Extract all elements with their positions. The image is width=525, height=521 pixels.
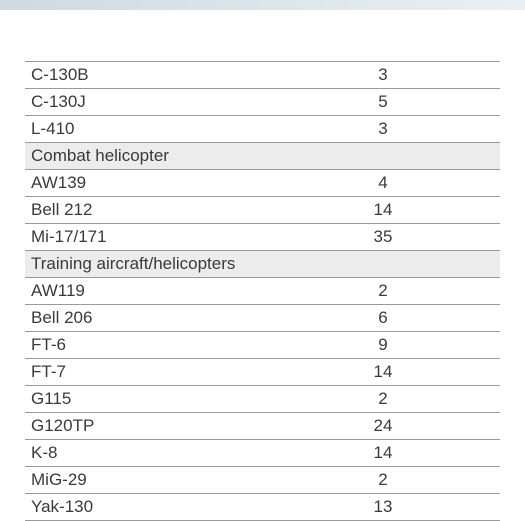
table-row	[25, 89, 500, 116]
section-header-row	[25, 251, 500, 278]
section-title: Combat helicopter	[31, 146, 169, 165]
table-row	[25, 413, 500, 440]
table-row	[25, 332, 500, 359]
row-name: Bell 212	[31, 200, 93, 219]
table-row	[25, 494, 500, 521]
row-name: G115	[31, 389, 72, 408]
row-value: 14	[373, 443, 393, 462]
row-name: K-8	[31, 443, 58, 462]
section-header-row	[25, 143, 500, 170]
table-row	[25, 467, 500, 494]
row-value: 5	[378, 92, 388, 111]
row-name: G120TP	[31, 416, 95, 435]
row-value: 4	[378, 173, 388, 192]
row-name: C-130J	[31, 92, 86, 111]
row-name: Mi-17/171	[31, 227, 107, 246]
row-name: C-130B	[31, 65, 89, 84]
row-value: 2	[378, 389, 388, 408]
table-row	[25, 62, 500, 89]
table-row	[25, 440, 500, 467]
table-row	[25, 305, 500, 332]
header-banner	[0, 0, 525, 10]
row-value: 35	[373, 227, 393, 246]
row-value: 9	[378, 335, 388, 354]
row-name: FT-6	[31, 335, 66, 354]
row-name: L-410	[31, 119, 75, 138]
table-row	[25, 170, 500, 197]
section-title: Training aircraft/helicopters	[31, 254, 236, 273]
row-name: MiG-29	[31, 470, 87, 489]
row-name: Bell 206	[31, 308, 93, 327]
table-row	[25, 224, 500, 251]
table-row	[25, 386, 500, 413]
table-row	[25, 116, 500, 143]
row-value: 2	[378, 281, 388, 300]
row-value: 6	[378, 308, 388, 327]
row-value: 13	[373, 497, 393, 516]
row-name: Yak-130	[31, 497, 94, 516]
table-row	[25, 359, 500, 386]
row-value: 14	[373, 200, 393, 219]
row-value: 14	[373, 362, 393, 381]
row-name: FT-7	[31, 362, 66, 381]
row-name: AW119	[31, 281, 85, 300]
table-row	[25, 278, 500, 305]
row-name: AW139	[31, 173, 87, 192]
row-value: 24	[373, 416, 393, 435]
row-value: 2	[378, 470, 388, 489]
row-value: 3	[378, 65, 388, 84]
aircraft-table	[25, 61, 500, 521]
row-value: 3	[378, 119, 388, 138]
table-row	[25, 197, 500, 224]
